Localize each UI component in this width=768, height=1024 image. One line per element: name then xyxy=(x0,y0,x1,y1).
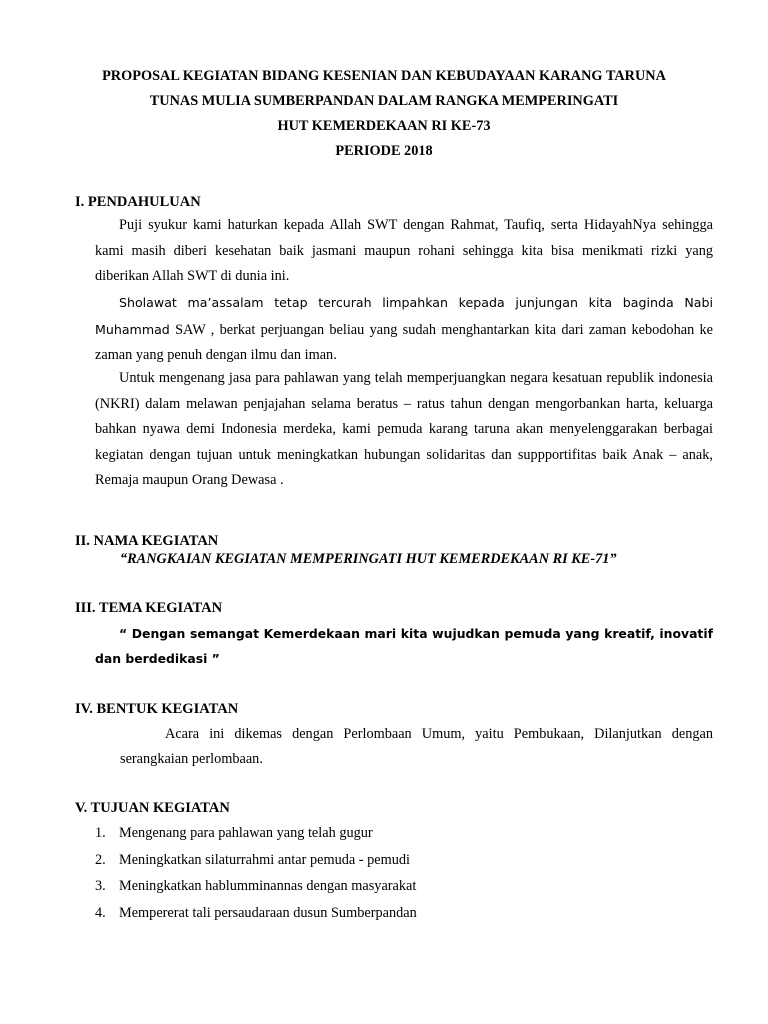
tema-kegiatan-value xyxy=(95,621,713,671)
paragraph-pendahuluan-3 xyxy=(95,366,713,494)
bentuk-text: Acara ini dikemas dengan Perlombaan Umum, yaitu Pembukaan, Dilanjutkan dengan serangkaian perlombaan. xyxy=(120,726,713,767)
list-item-number: 1. xyxy=(95,825,106,841)
title-line-2: TUNAS MULIA SUMBERPANDAN DALAM RANGKA MEMPERINGATI xyxy=(149,93,619,109)
heading-tujuan-kegiatan: V. TUJUAN KEGIATAN xyxy=(75,800,230,816)
document-title xyxy=(0,64,768,164)
tujuan-list xyxy=(95,823,417,929)
paragraph-pendahuluan-2 xyxy=(95,290,713,369)
list-item-number: 2. xyxy=(95,851,106,868)
title-line-3: HUT KEMERDEKAAN RI KE-73 xyxy=(277,118,491,134)
paragraph-text: SAW , berkat perjuangan beliau yang sudah menghantarkan kita dari zaman kebodohan ke zaman yang penuh dengan ilmu dan iman. xyxy=(95,321,713,363)
paragraph-text-sans: Sholawat ma’assalam tetap tercurah limpahkan kepada junjungan kita baginda Nabi Muhammad xyxy=(95,295,713,337)
paragraph-text: Puji syukur kami haturkan kepada Allah SWT dengan Rahmat, Taufiq, serta HidayahNya sehingga kami masih diberi kesehatan baik jasmani maupun rohani sehingga kita bisa menikmati rizki yang diberikan Allah SWT di dunia ini. xyxy=(95,217,713,284)
list-item-text: Meningkatkan silaturrahmi antar pemuda - pemudi xyxy=(119,851,411,868)
paragraph-text: Untuk mengenang jasa para pahlawan yang telah memperjuangkan negara kesatuan republik indonesia (NKRI) dalam melawan penjajahan selama beratus – ratus tahun dengan mengorbankan harta, keluarga bahkan nyawa demi Indonesia merdeka, kami pemuda karang taruna akan menyelenggarakan berbagai kegiatan dengan tujuan untuk meningkatkan hubungan solidaritas dan suppportifitas baik Anak – anak, Remaja maupun Orang Dewasa . xyxy=(95,370,713,488)
list-item-text: Mengenang para pahlawan yang telah gugur xyxy=(119,825,373,841)
title-line-4: PERIODE 2018 xyxy=(335,143,433,159)
tema-text: “ Dengan semangat Kemerdekaan mari kita wujudkan pemuda yang kreatif, inovatif dan berdedikasi ” xyxy=(95,626,713,666)
list-item xyxy=(95,903,417,930)
paragraph-pendahuluan-1 xyxy=(95,213,713,290)
bentuk-kegiatan-value xyxy=(120,722,713,772)
list-item-number: 3. xyxy=(95,878,106,894)
heading-bentuk-kegiatan: IV. BENTUK KEGIATAN xyxy=(75,701,239,717)
list-item-number: 4. xyxy=(95,904,106,921)
heading-tema-kegiatan: III. TEMA KEGIATAN xyxy=(75,600,223,616)
list-item xyxy=(95,876,417,903)
heading-nama-kegiatan: II. NAMA KEGIATAN xyxy=(75,533,219,549)
list-item-text: Mempererat tali persaudaraan dusun Sumberpandan xyxy=(119,904,417,921)
title-line-1: PROPOSAL KEGIATAN BIDANG KESENIAN DAN KEBUDAYAAN KARANG TARUNA xyxy=(102,68,666,84)
heading-pendahuluan: I. PENDAHULUAN xyxy=(75,194,201,210)
list-item xyxy=(95,850,417,877)
list-item xyxy=(95,823,417,850)
list-item-text: Meningkatkan hablumminannas dengan masyarakat xyxy=(119,878,417,894)
nama-kegiatan-value: “RANGKAIAN KEGIATAN MEMPERINGATI HUT KEMERDEKAAN RI KE-71” xyxy=(120,551,617,567)
